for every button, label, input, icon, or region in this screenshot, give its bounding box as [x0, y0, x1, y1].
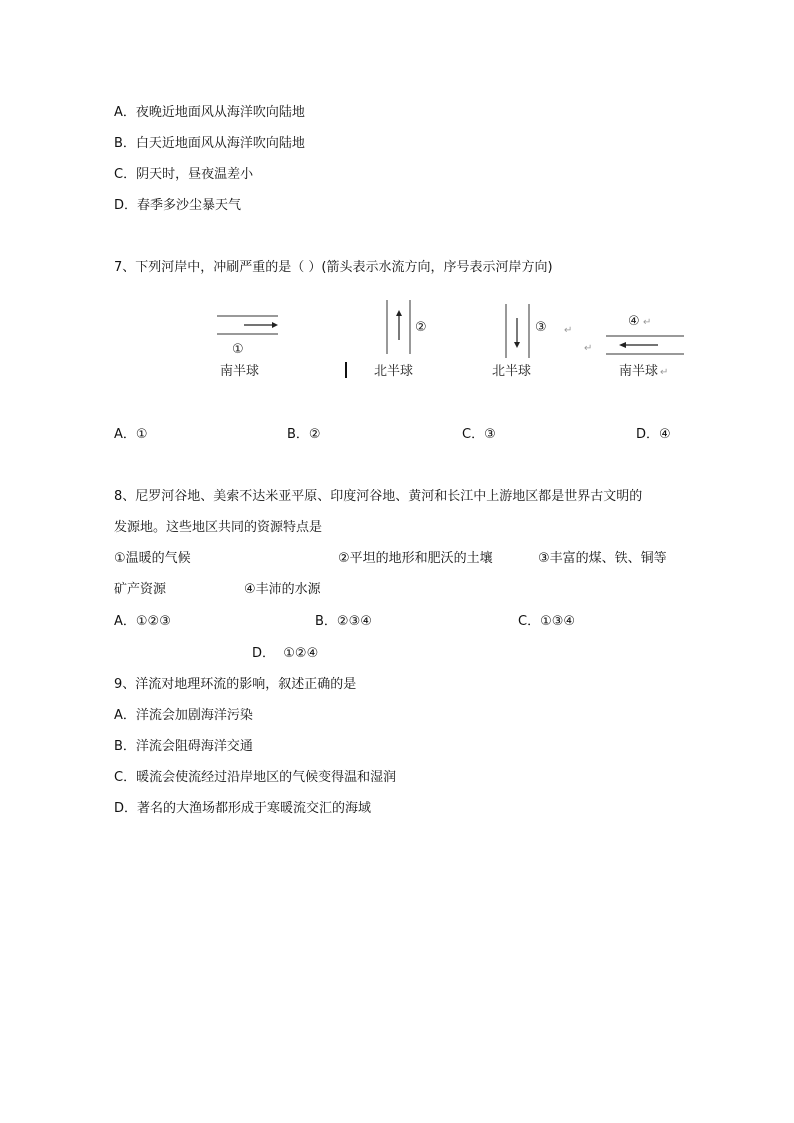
q8-item-2: ②平坦的地形和肥沃的土壤 — [338, 551, 493, 566]
q7-option-a: A．① — [114, 427, 148, 442]
q7-option-d: D．④ — [636, 427, 671, 442]
q6-option-d: D．春季多沙尘暴天气 — [114, 198, 242, 213]
figure-2-hemisphere: 北半球 — [374, 364, 414, 379]
figure-3-hemisphere: 北半球 — [492, 364, 532, 379]
q8-item-3: ③丰富的煤、铁、铜等 — [538, 551, 667, 566]
paragraph-mark-icon: ↵ — [584, 343, 593, 354]
q9-option-b: B．洋流会阻碍海洋交通 — [114, 739, 253, 754]
q8-item-4: ④丰沛的水源 — [244, 582, 321, 597]
paragraph-mark-icon: ↵ — [660, 367, 669, 378]
q8-stem-line-2: 发源地。这些地区共同的资源特点是 — [114, 520, 323, 535]
q9-stem: 9、洋流对地理环流的影响，叙述正确的是 — [114, 677, 357, 692]
q8-option-c: C．①③④ — [518, 614, 576, 629]
figure-1-number: ① — [232, 342, 244, 357]
q9-option-d: D．著名的大渔场都形成于寒暖流交汇的海域 — [114, 801, 372, 816]
figure-2-number: ② — [415, 320, 427, 335]
figure-3-number: ③ — [535, 320, 547, 335]
q9-option-c: C．暖流会使流经过沿岸地区的气候变得温和湿润 — [114, 770, 397, 785]
river-diagram-1 — [214, 310, 284, 340]
figure-4-number: ④ — [628, 314, 640, 329]
figure-1-hemisphere: 南半球 — [220, 364, 260, 379]
q8-option-d: D． ①②④ — [252, 646, 319, 661]
river-diagram-2 — [380, 298, 420, 358]
arrowhead-icon — [619, 342, 626, 348]
q7-option-c: C．③ — [462, 427, 496, 442]
q8-item-1: ①温暖的气候 — [114, 551, 191, 566]
river-diagram-3 — [500, 302, 540, 362]
figure-4-hemisphere: 南半球 — [619, 364, 659, 379]
q6-option-a: A．夜晚近地面风从海洋吹向陆地 — [114, 105, 305, 120]
arrowhead-icon — [514, 342, 520, 348]
separator-bar — [345, 362, 347, 378]
q8-option-b: B．②③④ — [315, 614, 372, 629]
arrowhead-icon — [272, 322, 278, 328]
paragraph-mark-icon: ↵ — [564, 325, 573, 336]
q7-stem: 7、下列河岸中，冲刷严重的是（ ）(箭头表示水流方向，序号表示河岸方向) — [114, 260, 553, 275]
paragraph-mark-icon: ↵ — [643, 317, 652, 328]
q8-option-a: A．①②③ — [114, 614, 171, 629]
q8-item-3-continued: 矿产资源 — [114, 582, 167, 597]
river-diagram-4 — [604, 332, 686, 358]
q6-option-c: C．阴天时，昼夜温差小 — [114, 167, 254, 182]
q9-option-a: A．洋流会加剧海洋污染 — [114, 708, 253, 723]
q7-option-b: B．② — [287, 427, 321, 442]
arrowhead-icon — [396, 310, 402, 316]
q6-option-b: B．白天近地面风从海洋吹向陆地 — [114, 136, 305, 151]
q8-stem-line-1: 8、尼罗河谷地、美索不达米亚平原、印度河谷地、黄河和长江中上游地区都是世界古文明的 — [114, 489, 643, 504]
